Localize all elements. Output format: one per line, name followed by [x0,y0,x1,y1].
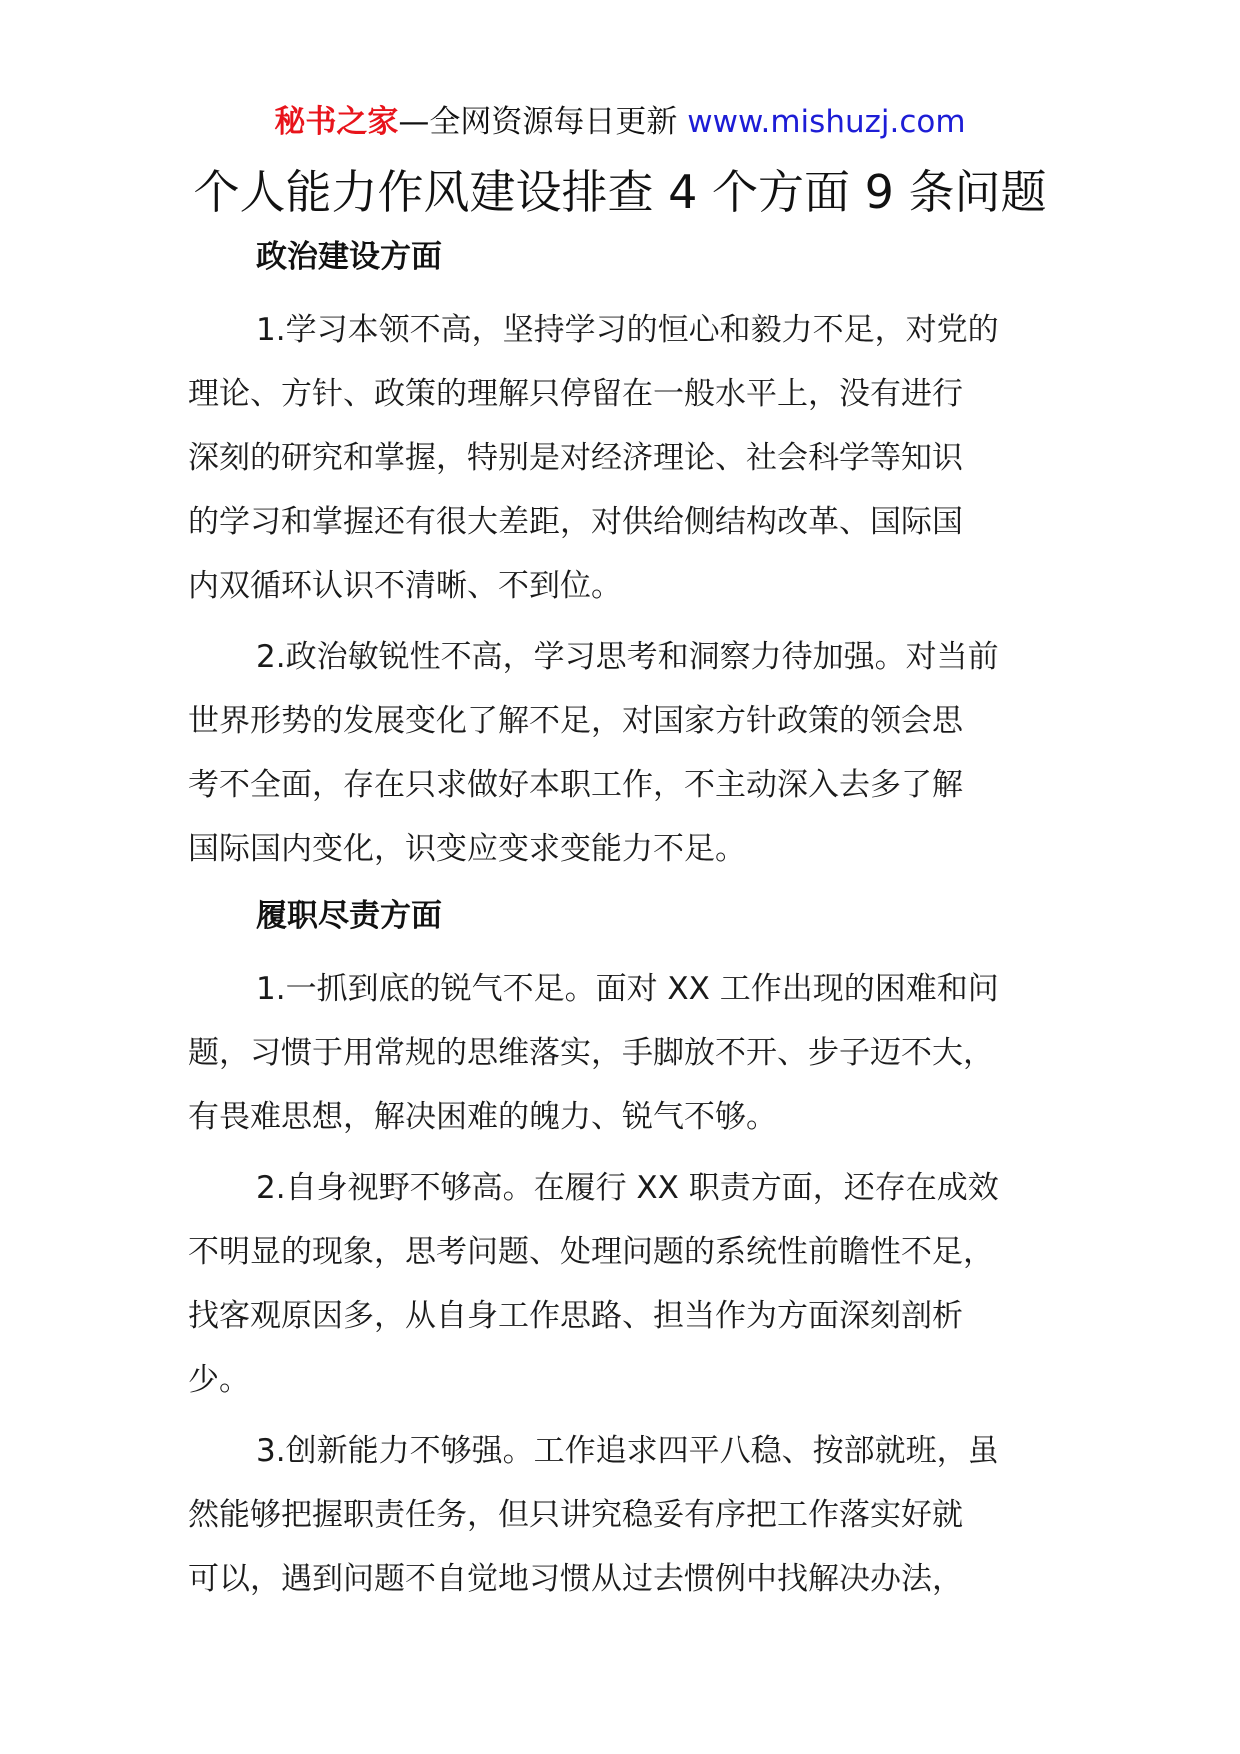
paragraph-line: 少。 [188,1362,250,1398]
paragraph-line: 深刻的研究和掌握，特别是对经济理论、社会科学等知识 [188,440,963,476]
paragraph-political-1 [188,298,1054,618]
brand-name: 秘书之家 [274,104,399,140]
paragraph-line: 1.一抓到底的锐气不足。面对 XX 工作出现的困难和问 [256,971,999,1007]
paragraph-line: 找客观原因多，从自身工作思路、担当作为方面深刻剖析 [188,1298,963,1334]
section-heading-duty: 履职尽责方面 [256,898,442,934]
paragraph-line: 有畏难思想，解决困难的魄力、锐气不够。 [188,1099,777,1135]
paragraph-line: 2.自身视野不够高。在履行 XX 职责方面，还存在成效 [256,1170,999,1206]
paragraph-line: 可以，遇到问题不自觉地习惯从过去惯例中找解决办法， [188,1561,963,1597]
paragraph-line: 2.政治敏锐性不高，学习思考和洞察力待加强。对当前 [256,639,999,675]
paragraph-line: 世界形势的发展变化了解不足，对国家方针政策的领会思 [188,703,963,739]
paragraph-line: 3.创新能力不够强。工作追求四平八稳、按部就班，虽 [256,1433,999,1469]
paragraph-political-2 [188,625,1054,881]
header-tagline: —全网资源每日更新 [398,104,678,140]
site-url-link[interactable]: www.mishuzj.com [687,104,966,140]
paragraph-line: 理论、方针、政策的理解只停留在一般水平上，没有进行 [188,376,963,412]
document-title: 个人能力作风建设排查 4 个方面 9 条问题 [193,165,1047,219]
paragraph-line: 题，习惯于用常规的思维落实，手脚放不开、步子迈不大， [188,1035,994,1071]
paragraph-line: 考不全面，存在只求做好本职工作，不主动深入去多了解 [188,767,963,803]
section-heading-political: 政治建设方面 [256,239,442,275]
paragraph-line: 然能够把握职责任务，但只讲究稳妥有序把工作落实好就 [188,1497,963,1533]
site-header [0,100,1240,144]
paragraph-duty-1 [188,957,1054,1149]
paragraph-line: 不明显的现象，思考问题、处理问题的系统性前瞻性不足， [188,1234,994,1270]
document-body [188,234,1054,1618]
paragraph-duty-2 [188,1156,1054,1412]
paragraph-line: 国际国内变化，识变应变求变能力不足。 [188,831,746,867]
paragraph-duty-3 [188,1419,1054,1611]
paragraph-line: 内双循环认识不清晰、不到位。 [188,568,622,604]
paragraph-line: 的学习和掌握还有很大差距，对供给侧结构改革、国际国 [188,504,963,540]
paragraph-line: 1.学习本领不高，坚持学习的恒心和毅力不足，对党的 [256,312,999,348]
